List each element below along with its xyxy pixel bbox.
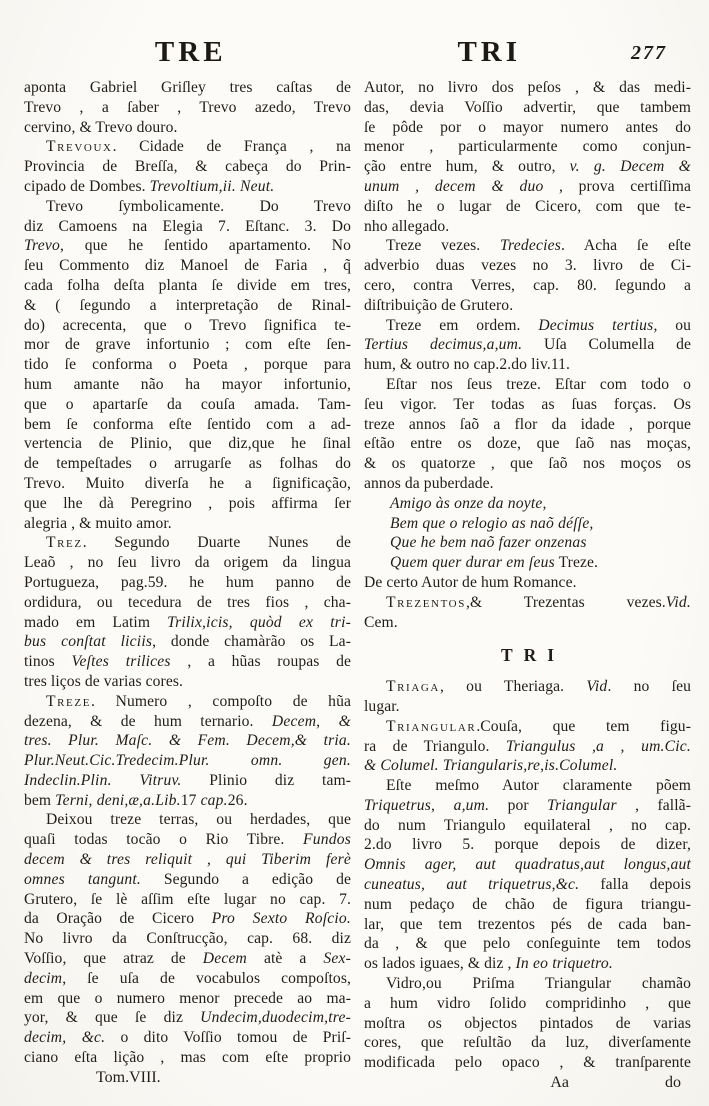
paragraph bbox=[364, 776, 691, 974]
text-line: omnes tangunt. Segundo a edição de bbox=[24, 870, 351, 888]
text-line: Eſte meſmo Autor claramente põem bbox=[386, 777, 691, 795]
section-heading-tri: TRI bbox=[500, 645, 566, 666]
text-line: Quem quer durar em ſeus Treze. bbox=[390, 554, 599, 572]
text-line: diz Camoens na Elegia 7. Eſtanc. 3. Do bbox=[24, 217, 351, 235]
text-line: do num Triangulo equilateral , no cap. bbox=[364, 816, 691, 834]
text-line: dezena, & de hum ternario. Decem, & bbox=[24, 712, 351, 730]
text-line: hum amante não ha mayor infortunio, bbox=[24, 375, 351, 393]
text-line: eſtão entre os doze, que ſaõ nas moças, bbox=[364, 435, 691, 453]
text-line: ordidura, ou tecedura de tres fios , cha- bbox=[24, 593, 351, 611]
text-line: ção entre hum, & outro, v. g. Decem & bbox=[364, 158, 691, 176]
gathering-signature: Aa bbox=[550, 1074, 570, 1092]
text-line: de tempeſtades o arrugarſe as folhas do bbox=[24, 455, 351, 473]
text-line: tinos Veſtes trilices , a hũas roupas de bbox=[24, 653, 351, 671]
text-line: Treze. Numero , compoſto de hũa bbox=[46, 692, 351, 710]
text-line: ſe pôde por o mayor numero antes do bbox=[364, 118, 691, 136]
text-line: unum , decem & duo , prova certiſſima bbox=[364, 177, 691, 195]
paragraph bbox=[24, 533, 351, 691]
paragraph bbox=[364, 494, 691, 573]
text-line: Trevo. Muito diverſa he a ſignificação, bbox=[24, 474, 351, 492]
tome-signature: Tom.VIII. bbox=[96, 1068, 161, 1086]
right-column bbox=[364, 78, 691, 1093]
text-line: lugar. bbox=[364, 697, 400, 715]
text-line: Deixou treze terras, ou herdades, que bbox=[46, 811, 351, 829]
paragraph bbox=[364, 593, 691, 633]
text-line: Bem que o relogio as naõ déſſe, bbox=[390, 514, 594, 532]
text-line: Trez. Segundo Duarte Nunes de bbox=[46, 534, 351, 552]
page-number: 277 bbox=[631, 42, 667, 64]
text-line: bus conſtat liciis, donde chamàrão os La- bbox=[24, 633, 351, 651]
text-line: Triaga, ou Theriaga. Vid. no ſeu bbox=[386, 678, 692, 696]
text-line: adverbio duas vezes no 3. livro de Ci- bbox=[364, 257, 691, 275]
paragraph bbox=[364, 717, 691, 776]
text-line: ſeu vigor. Ter todas as ſuas forças. Os bbox=[364, 395, 691, 413]
paragraph bbox=[364, 677, 691, 717]
paragraph bbox=[24, 137, 351, 196]
text-line: ſeu Commento diz Manoel de Faria , q̃ bbox=[24, 257, 351, 275]
text-line: ciano eſta lição , mas com eſte proprio bbox=[24, 1049, 351, 1067]
text-line: Treze vezes. Tredecies. Acha ſe eſte bbox=[386, 237, 692, 255]
text-line: que o apartarſe da couſa amada. Tam- bbox=[24, 395, 351, 413]
text-line: decem & tres reliquit , qui Tiberim ferè bbox=[24, 851, 351, 869]
text-line: do) acrecenta, que o Trevo ſignifica te- bbox=[24, 316, 351, 334]
text-line: Treze em ordem. Decimus tertius, ou bbox=[386, 316, 691, 334]
text-line: tido ſe conforma o Poeta , porque para bbox=[24, 356, 351, 374]
text-line: decim, ſe uſa de vocabulos compoſtos, bbox=[24, 969, 351, 987]
text-line: Cem. bbox=[364, 613, 398, 631]
text-line: tres liços de varias cores. bbox=[24, 672, 184, 690]
paragraph bbox=[24, 197, 351, 534]
text-line: Trevo, que he ſentido apartamento. No bbox=[24, 237, 351, 255]
text-line: aponta Gabriel Griſley tres caſtas de bbox=[24, 79, 351, 96]
text-line: Que he bem naõ fazer onzenas bbox=[390, 534, 587, 552]
text-line: hum, & outro no cap.2.do liv.11. bbox=[364, 356, 571, 374]
text-line: annos da puberdade. bbox=[364, 474, 494, 492]
text-line: Omnis ager, aut quadratus,aut longus,aut bbox=[364, 856, 691, 874]
text-line: cores, que reſultão da luz, diverſamente bbox=[364, 1034, 691, 1052]
text-line: a hum vidro ſolido compridinho , que bbox=[364, 994, 691, 1012]
text-line: Portugueza, pag.59. he hum panno de bbox=[24, 573, 351, 591]
text-line: modificada pelo opaco , & tranſparente bbox=[364, 1054, 691, 1072]
paragraph bbox=[24, 810, 351, 1067]
text-line: & Columel. Triangularis,re,is.Columel. bbox=[364, 757, 618, 775]
text-line: cada folha deſta planta ſe divide em tres, bbox=[24, 276, 351, 294]
text-line: alegria , & muito amor. bbox=[24, 514, 172, 532]
running-head-left-title: TRE bbox=[154, 36, 227, 68]
catchword: do bbox=[665, 1074, 681, 1092]
text-line: os lados iguaes, & diz , In eo triquetro. bbox=[364, 955, 613, 973]
text-line: das, devia Voſſio advertir, que tambem bbox=[364, 98, 691, 116]
text-line: vertencia de Plinio, que diz,que he ſinal bbox=[24, 435, 351, 453]
text-line: cipado de Dombes. Trevoltium,ii. Neut. bbox=[24, 177, 275, 195]
text-line: yor, & que ſe diz Undecim,duodecim,tre- bbox=[24, 1009, 351, 1027]
text-line: Grutero, ſe lè aſſim eſte lugar no cap. 7. bbox=[24, 890, 351, 908]
paragraph bbox=[364, 974, 691, 1073]
text-line: Trevo ſymbolicamente. Do Trevo bbox=[46, 197, 351, 215]
text-line: diſtribuição de Grutero. bbox=[364, 296, 514, 314]
text-columns bbox=[24, 78, 691, 1093]
text-line: Vidro,ou Priſma Triangular chamão bbox=[386, 975, 691, 993]
text-line: Plur.Neut.Cic.Tredecim.Plur. omn. gen. bbox=[24, 752, 351, 770]
text-line: bem ſe conforma eſte ſentido com a ad- bbox=[24, 415, 351, 433]
paragraph bbox=[24, 78, 351, 137]
text-line: Leaõ , no ſeu livro da origem da lingua bbox=[24, 554, 351, 572]
text-line: diſto he o lugar de Cicero, com que te- bbox=[364, 197, 691, 215]
text-line: cervino, & Trevo douro. bbox=[24, 118, 178, 136]
text-line: De certo Autor de hum Romance. bbox=[364, 573, 577, 591]
text-line: Triquetrus, a,um. por Triangular , fallã- bbox=[364, 796, 691, 814]
text-line: Amigo às onze da noyte, bbox=[390, 494, 547, 512]
text-line: No livro da Conſtrucção, cap. 68. diz bbox=[24, 930, 351, 948]
paragraph bbox=[364, 375, 691, 494]
text-line: Voſſio, que atraz de Decem atè a Sex- bbox=[24, 950, 351, 968]
text-line: mor de grave infortunio ; com eſte ſen- bbox=[24, 336, 351, 354]
text-line: Trezentos,& Trezentas vezes.Vid. bbox=[386, 593, 691, 611]
text-line: Trevoux. Cidade de França , na bbox=[46, 138, 351, 156]
text-line: lar, que tem trezentos pés de cada ban- bbox=[364, 915, 691, 933]
text-line: Trevo , a ſaber , Trevo azedo, Trevo bbox=[24, 98, 351, 116]
text-line: ra de Triangulo. Triangulus ,a , um.Cic. bbox=[364, 737, 691, 755]
text-line: cero, contra Verres, cap. 80. ſegundo a bbox=[364, 276, 691, 294]
text-line: Indeclin.Plin. Vitruv. Plinio diz tam- bbox=[24, 771, 352, 789]
text-line: & ( ſegundo a interpretação de Rinal- bbox=[24, 296, 351, 314]
text-line: que lhe dà Peregrino , pois affirma ſer bbox=[24, 494, 351, 512]
text-line: menor , particularmente como conjun- bbox=[364, 138, 691, 156]
paragraph bbox=[364, 316, 691, 375]
text-line: treze annos ſaõ a flor da idade , porque bbox=[364, 415, 691, 433]
running-head-right-title: TRI bbox=[457, 36, 522, 68]
text-line: moſtra os objectos pintados de varias bbox=[364, 1014, 691, 1032]
text-line: Provincia de Breſſa, & cabeça do Prin- bbox=[24, 158, 351, 176]
text-line: quaſi todas tocão o Rio Tibre. Fundos bbox=[24, 831, 351, 849]
text-line: Triangular.Couſa, que tem figu- bbox=[386, 717, 691, 735]
text-line: 2.do livro 5. porque depois de dizer, bbox=[364, 836, 691, 854]
text-line: da , & que pelo conſeguinte tem todos bbox=[364, 935, 691, 953]
text-line: num pedaço de chão de figura triangu- bbox=[364, 895, 691, 913]
text-line: decim, &c. o dito Voſſio tomou de Priſ- bbox=[24, 1029, 352, 1047]
running-head bbox=[24, 36, 691, 76]
text-line: mado em Latim Trilix,icis, quòd ex tri- bbox=[24, 613, 351, 631]
text-line: nho allegado. bbox=[364, 217, 450, 235]
text-line: em que o numero menor precede ao ma- bbox=[24, 989, 351, 1007]
text-line: da Oração de Cicero Pro Sexto Roſcio. bbox=[24, 910, 351, 928]
text-line: tres. Plur. Maſc. & Fem. Decem,& tria. bbox=[24, 732, 351, 750]
text-line: bem Terni, deni,æ,a.Lib.17 cap.26. bbox=[24, 791, 248, 809]
paragraph bbox=[364, 78, 691, 236]
paragraph bbox=[24, 692, 351, 811]
paragraph bbox=[364, 573, 691, 593]
text-line: cuneatus, aut triquetrus,&c. falla depois bbox=[364, 876, 691, 894]
text-line: Tertius decimus,a,um. Uſa Columella de bbox=[364, 336, 691, 354]
text-line: & os quatorze , que ſaõ nos moços os bbox=[364, 455, 691, 473]
left-column bbox=[24, 78, 351, 1093]
text-line: Eſtar nos ſeus treze. Eſtar com todo o bbox=[386, 375, 691, 393]
text-line: Autor, no livro dos peſos , & das medi- bbox=[364, 79, 691, 96]
paragraph bbox=[364, 236, 691, 315]
